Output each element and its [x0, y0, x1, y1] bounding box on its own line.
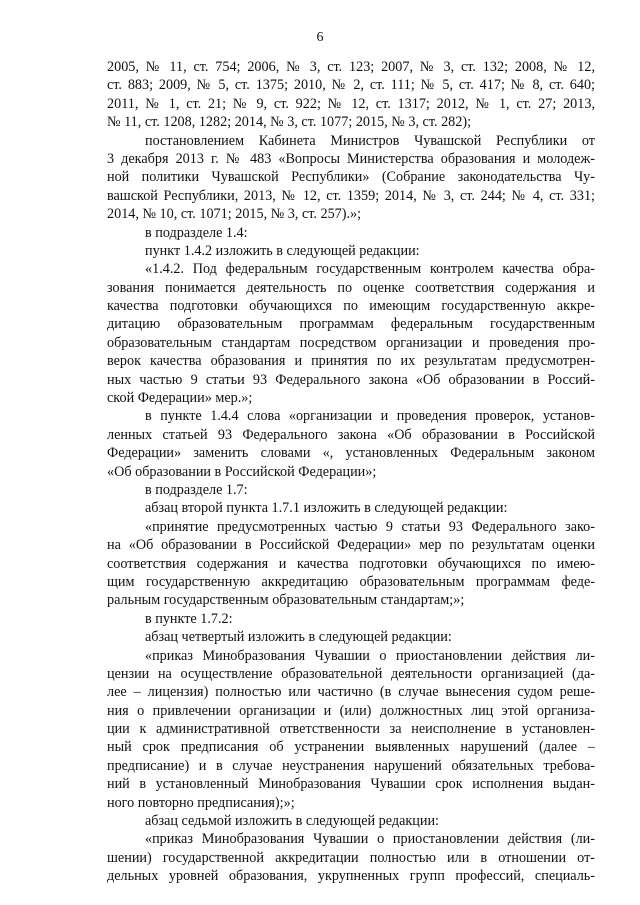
text-line: постановлением Кабинета Министров Чувашской Республики от	[145, 132, 595, 149]
text-line: в пункте 1.4.4 слова «организации и проведения проверок, установ-	[145, 408, 595, 425]
text-line: шении) государственной аккредитации полностью или в отношении от-	[107, 849, 595, 866]
text-line: ральным государственным образовательным стандартам;»;	[107, 592, 465, 609]
text-line: «приказ Минобразования Чувашии о приостановлении действия ли-	[145, 647, 595, 664]
text-line: предписание) и в случае неустранения нарушений обязательных требова-	[107, 757, 595, 774]
text-line: в пункте 1.7.2:	[145, 610, 233, 627]
text-line: абзац четвертый изложить в следующей редакции:	[145, 629, 452, 646]
text-line: на «Об образовании в Российской Федерации» мер по результатам оценки	[107, 537, 595, 554]
text-line: ленных статьей 93 Федерального закона «Об образовании в Российской	[107, 426, 595, 443]
text-line: ст. 883; 2009, № 5, ст. 1375; 2010, № 2, ст. 111; № 5, ст. 417; № 8, ст. 640;	[107, 77, 595, 94]
text-line: ного повторно предписания);»;	[107, 794, 295, 811]
text-line: 2014, № 10, ст. 1071; 2015, № 3, ст. 257).»;	[107, 206, 362, 223]
text-line: 3 декабря 2013 г. № 483 «Вопросы Министерства образования и молодеж-	[107, 150, 595, 167]
text-line: «1.4.2. Под федеральным государственным контролем качества обра-	[145, 261, 595, 278]
text-line: в подразделе 1.7:	[145, 481, 248, 498]
text-line: 2011, № 1, ст. 21; № 9, ст. 922; № 12, ст. 1317; 2012, № 1, ст. 27; 2013,	[107, 95, 595, 112]
page-number: 6	[316, 30, 324, 45]
text-line: верок качества образования и принятия по их результатам предусмотрен-	[107, 353, 595, 370]
text-line: зования понимается деятельность по оценке соответствия содержания и	[107, 279, 595, 296]
text-line: ний в установленный Минобразования Чувашии срок исполнения выдан-	[107, 776, 595, 793]
text-line: щим государственную аккредитацию образовательным программам феде-	[107, 573, 595, 590]
text-line: «приказ Минобразования Чувашии о приостановлении действия (ли-	[145, 831, 595, 848]
text-line: ной политики Чувашской Республики» (Собрание законодательства Чу-	[107, 169, 595, 186]
text-line: лее – лицензия) полностью или частично (в случае вынесения судом реше-	[107, 684, 595, 701]
text-line: № 11, ст. 1208, 1282; 2014, № 3, ст. 1077; 2015, № 3, ст. 282);	[107, 114, 472, 131]
text-line: 2005, № 11, ст. 754; 2006, № 3, ст. 123; 2007, № 3, ст. 132; 2008, № 12,	[107, 59, 595, 75]
text-line: вашской Республики, 2013, № 12, ст. 1359; 2014, № 3, ст. 244; № 4, ст. 331;	[107, 187, 595, 204]
text-line: ской Федерации» мер.»;	[107, 390, 253, 407]
text-line: ции к административной ответственности за неисполнение в установлен-	[107, 721, 595, 738]
text-line: ный срок предписания об устранении выявленных нарушений (далее –	[107, 739, 595, 756]
text-line: ных частью 9 статьи 93 Федерального закона «Об образовании в Россий-	[107, 371, 595, 388]
text-line: ния о привлечении организации и (или) должностных лиц этой организа-	[107, 702, 595, 719]
text-line: пункт 1.4.2 изложить в следующей редакции:	[145, 242, 420, 259]
text-line: дитацию образовательным программам федеральным государственным	[107, 316, 595, 333]
text-line: абзац второй пункта 1.7.1 изложить в следующей редакции:	[145, 500, 508, 517]
text-line: абзац седьмой изложить в следующей редакции:	[145, 813, 440, 830]
text-line: качества подготовки обучающихся по имеющим государственную аккре-	[107, 298, 595, 315]
text-line: в подразделе 1.4:	[145, 224, 248, 241]
text-line: цензии на осуществление образовательной деятельности организацией (да-	[107, 665, 595, 682]
document-body	[107, 58, 595, 886]
text-line: «Об образовании в Российской Федерации»;	[107, 463, 377, 480]
text-line: «принятие предусмотренных частью 9 статьи 93 Федерального зако-	[145, 518, 595, 535]
text-line: Федерации» заменить словами «, установленных Федеральным законом	[107, 445, 595, 462]
text-line: образовательным стандартам посредством организации и проведения про-	[107, 334, 595, 351]
text-line: соответствия содержания и качества подготовки обучающихся по имею-	[107, 555, 595, 572]
text-line: дельных уровней образования, укрупненных групп профессий, специаль-	[107, 868, 595, 885]
